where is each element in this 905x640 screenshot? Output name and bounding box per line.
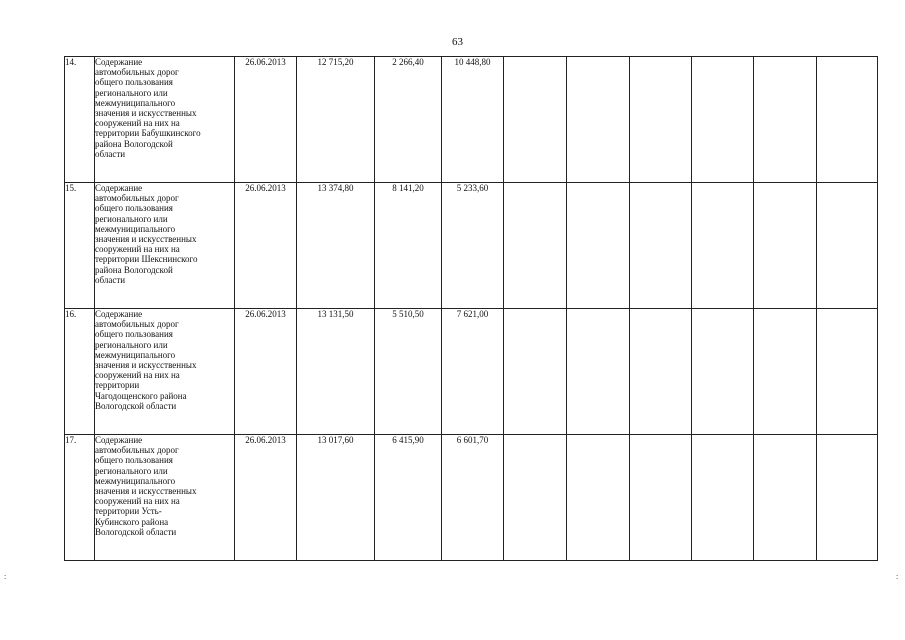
table-row <box>65 309 878 435</box>
empty-cell <box>567 435 630 561</box>
empty-cell <box>692 309 754 435</box>
empty-cell <box>754 183 817 309</box>
row-value-total: 12 715,20 <box>297 57 375 183</box>
empty-cell <box>504 309 567 435</box>
row-value-3: 6 601,70 <box>442 435 504 561</box>
empty-cell <box>817 57 878 183</box>
row-description: Содержание автомобильных дорог общего пользования регионального или межмуниципального значения и искусственных сооружений на них на территории Бабушкинского района Вологодской области <box>95 57 235 183</box>
empty-cell <box>817 309 878 435</box>
empty-cell <box>567 183 630 309</box>
row-number: 16. <box>65 309 95 435</box>
empty-cell <box>630 57 692 183</box>
row-value-total: 13 131,50 <box>297 309 375 435</box>
empty-cell <box>630 309 692 435</box>
empty-cell <box>567 57 630 183</box>
row-description: Содержание автомобильных дорог общего пользования регионального или межмуниципального значения и искусственных сооружений на них на территории Шекснинского района Вологодской области <box>95 183 235 309</box>
empty-cell <box>630 183 692 309</box>
page-number: 63 <box>452 36 463 48</box>
empty-cell <box>504 183 567 309</box>
row-number: 14. <box>65 57 95 183</box>
row-date: 26.06.2013 <box>235 435 297 561</box>
row-date: 26.06.2013 <box>235 309 297 435</box>
row-value-total: 13 017,60 <box>297 435 375 561</box>
empty-cell <box>754 309 817 435</box>
table-row <box>65 435 878 561</box>
empty-cell <box>692 57 754 183</box>
document-table <box>64 56 878 561</box>
empty-cell <box>504 57 567 183</box>
empty-cell <box>567 309 630 435</box>
row-number: 17. <box>65 435 95 561</box>
empty-cell <box>692 183 754 309</box>
row-value-3: 7 621,00 <box>442 309 504 435</box>
row-value-total: 13 374,80 <box>297 183 375 309</box>
row-date: 26.06.2013 <box>235 57 297 183</box>
scan-margin-mark: : <box>4 572 8 581</box>
row-date: 26.06.2013 <box>235 183 297 309</box>
scan-margin-mark: : <box>896 572 900 581</box>
row-number: 15. <box>65 183 95 309</box>
empty-cell <box>630 435 692 561</box>
row-value-3: 10 448,80 <box>442 57 504 183</box>
row-description: Содержание автомобильных дорог общего пользования регионального или межмуниципального значения и искусственных сооружений на них на территории Чагодощенского района Вологодской области <box>95 309 235 435</box>
empty-cell <box>817 183 878 309</box>
empty-cell <box>817 435 878 561</box>
row-value-2: 6 415,90 <box>375 435 442 561</box>
empty-cell <box>754 435 817 561</box>
row-value-2: 8 141,20 <box>375 183 442 309</box>
row-value-2: 5 510,50 <box>375 309 442 435</box>
empty-cell <box>504 435 567 561</box>
row-value-2: 2 266,40 <box>375 57 442 183</box>
row-value-3: 5 233,60 <box>442 183 504 309</box>
table-row <box>65 57 878 183</box>
table-row <box>65 183 878 309</box>
empty-cell <box>754 57 817 183</box>
row-description: Содержание автомобильных дорог общего пользования регионального или межмуниципального значения и искусственных сооружений на них на территории Усть- Кубинского района Вологодской области <box>95 435 235 561</box>
empty-cell <box>692 435 754 561</box>
